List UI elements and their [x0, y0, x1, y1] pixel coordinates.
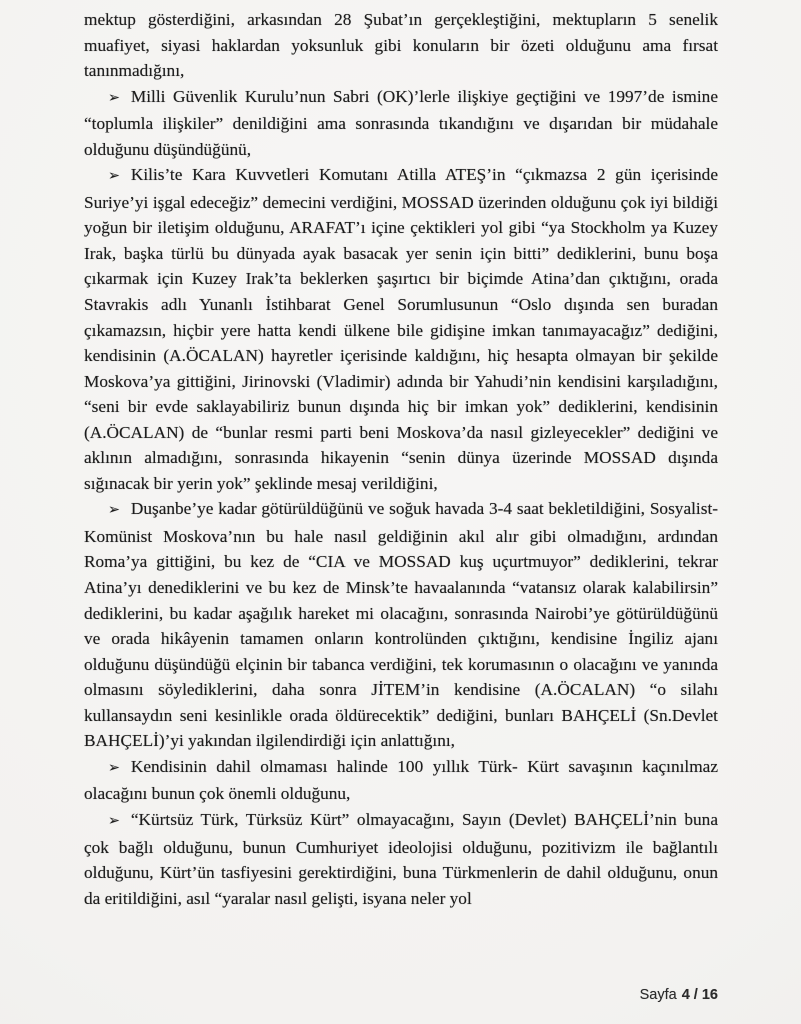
paragraph-text: Kilis’te Kara Kuvvetleri Komutanı Atilla ATEŞ’in “çıkmazsa 2 gün içerisinde Suriye’yi işgal edeceğiz” demecini verdiğini, MOSSAD üzerinden olduğunu çok iyi bildiği yoğun bir iletişim olduğunu, ARAFAT’ı içine çektikleri yol gibi “ya Stockholm ya Kuzey Irak, başka türlü bu dünyada ayak basacak yer senin için bitti” dediklerini, bunu boşa çıkarmak için Kuzey Irak’ta beklerken şaşırtıcı bir biçimde Atina’dan çıktığını, orada Stavrakis adlı Yunanlı İstihbarat Genel Sorumlusunun “Oslo dışında sen buradan çıkamazsın, hiçbir yere hatta kendi ülkene bile gidişine imkan tanımayacağız” dediğini, kendisinin (A.ÖCALAN) hayretler içerisinde kaldığını, hiç hesapta olmayan bir şekilde Moskova’ya gittiğini, Jirinovski (Vladimir) adında bir Yahudi’nin kendisini karşıladığını, “seni bir evde saklayabiliriz bunun dışında hiç bir imkan yok” dediklerini, kendisinin (A.ÖCALAN) de “bunlar resmi parti beni Moskova’da nasıl gizleyecekler” dediğini ve aklının almadığını, sonrasında hikayenin “senin dünya üzerinde MOSSAD dışında sığınacak bir yerin yok” şeklinde mesaj verildiğini,	[84, 165, 718, 493]
body-paragraph	[84, 807, 718, 911]
body-paragraph	[84, 754, 718, 807]
arrow-bullet-icon: ➢	[108, 502, 120, 519]
paragraph-text: Kendisinin dahil olmaması halinde 100 yıllık Türk- Kürt savaşının kaçınılmaz olacağını bunun çok önemli olduğunu,	[84, 756, 718, 804]
page-footer	[640, 987, 718, 1003]
paragraph-text: mektup gösterdiğini, arkasından 28 Şubat’ın gerçekleştiğini, mektupların 5 senelik muafiyet, siyasi haklardan yoksunluk gibi konuların bir özeti olduğunu ama fırsat tanınmadığını,	[84, 10, 718, 81]
document-body	[84, 7, 718, 911]
body-paragraph	[84, 7, 718, 84]
arrow-bullet-icon: ➢	[108, 812, 120, 829]
paragraph-text: Milli Güvenlik Kurulu’nun Sabri (OK)’lerle ilişkiye geçtiğini ve 1997’de ismine “toplumla ilişkiler” denildiğini ama sonrasında tıkandığını ve dışarıdan bir müdahale olduğunu düşündüğünü,	[84, 86, 718, 159]
arrow-bullet-icon: ➢	[108, 759, 120, 776]
arrow-bullet-icon: ➢	[108, 89, 120, 106]
arrow-bullet-icon: ➢	[108, 168, 120, 185]
footer-page-number: 4 / 16	[681, 987, 718, 1003]
body-paragraph	[84, 162, 718, 496]
paragraph-text: Duşanbe’ye kadar götürüldüğünü ve soğuk havada 3-4 saat bekletildiğini, Sosyalist-Komünist Moskova’nın bu hale nasıl geldiğinin akıl alır gibi olmadığını, ardından Roma’ya gittiğini, bu kez de “CIA ve MOSSAD kuş uçurtmuyor” dediklerini, tekrar Atina’yı denediklerini ve bu kez de Minsk’te havaalanında “vatansız olarak kalabilirsin” dediklerini, bu kadar aşağılık hareket mi olacağını, sonrasında Nairobi’ye götürüldüğünü ve orada hikâyenin tamamen onların kontrolünden çıktığını, kendisine İngiliz ajanı olduğunu düşündüğü elçinin bir tabanca verdiğini, tek korumasının o olacağını ve yanında olmasını söylediklerini, daha sonra JİTEM’in kendisine (A.ÖCALAN) “o silahı kullansaydın seni kesinlikle orada öldürecektik” dediğini, bunları BAHÇELİ (Sn.Devlet BAHÇELİ)’yi yakından ilgilendirdiği için anlattığını,	[84, 499, 718, 751]
footer-label: Sayfa	[639, 987, 677, 1003]
body-paragraph	[84, 84, 718, 163]
body-paragraph	[84, 496, 718, 753]
paragraph-text: “Kürtsüz Türk, Türksüz Kürt” olmayacağını, Sayın (Devlet) BAHÇELİ’nin buna çok bağlı olduğunu, bunun Cumhuriyet ideolojisi olduğunu, pozitivizm ile bağlantılı olduğunu, Kürt’ün tasfiyesini gerektirdiğini, buna Türkmenlerin de dahil olduğunu, onun da eritildiğini, asıl “yaralar nasıl gelişti, isyana neler yol	[84, 809, 718, 908]
